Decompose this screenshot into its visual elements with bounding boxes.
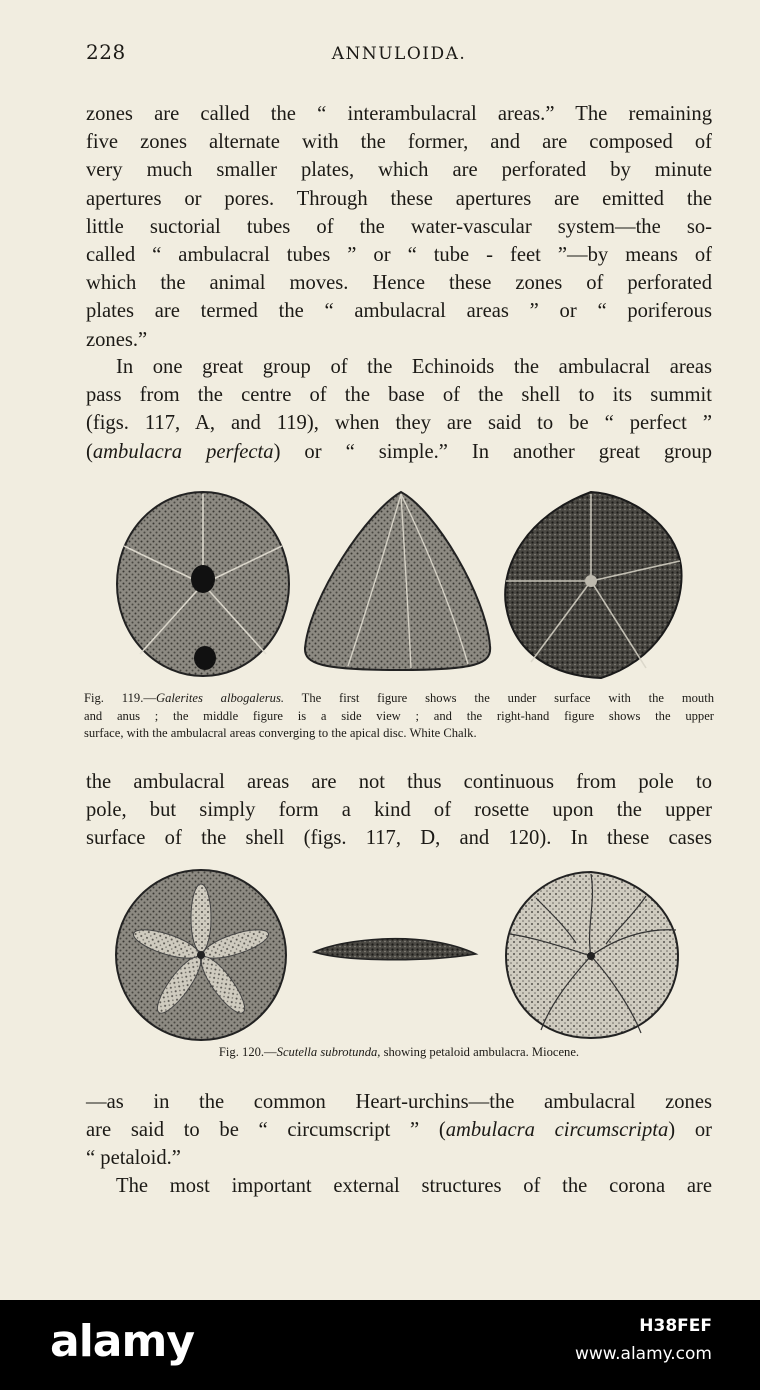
- paragraph-heart-urchins: [86, 1088, 712, 1173]
- paragraph-interambulacral: [86, 100, 712, 354]
- text-line: apertures or pores. Through these apertures are emitted the: [86, 187, 712, 210]
- text-line: surface of the shell (figs. 117, D, and 120). In these cases: [86, 827, 712, 850]
- text-fragment: (: [86, 440, 93, 463]
- scutella-side-view: [314, 939, 476, 960]
- paragraph-perfect-ambulacra: [86, 353, 712, 466]
- text-line: [86, 438, 712, 466]
- text-line: [86, 1116, 712, 1144]
- italic-term: ambulacra perfecta: [92, 440, 274, 463]
- text-line: The most important external structures of the corona are: [116, 1175, 712, 1197]
- text-line: pole, but simply form a kind of rosette upon the upper: [86, 799, 712, 822]
- page-number: 228: [86, 40, 126, 64]
- text-line: zones are called the “ interambulacral areas.” The remaining: [86, 103, 712, 125]
- text-line: little suctorial tubes of the water-vascular system—the so-: [86, 215, 712, 238]
- text-line: five zones alternate with the former, and are composed of: [86, 131, 712, 154]
- caption-line: and anus ; the middle figure is a side view ; and the right-hand figure shows the upper: [84, 708, 714, 723]
- text-line: pass from the centre of the base of the shell to its summit: [86, 384, 712, 407]
- caption-label: Fig. 119.—: [84, 691, 156, 705]
- scutella-upper-surface: [116, 870, 286, 1040]
- urchin-upper-surface: [505, 492, 681, 678]
- caption-line: [84, 690, 714, 708]
- text-line: —as in the common Heart-urchins—the ambulacral zones: [86, 1091, 712, 1113]
- text-line: very much smaller plates, which are perforated by minute: [86, 159, 712, 182]
- text-line: zones.”: [86, 328, 148, 351]
- caption-text: The first figure shows the under surface with the mouth: [284, 691, 715, 705]
- figure-119: [86, 486, 712, 686]
- scutella-under-surface: [506, 872, 678, 1038]
- image-id: H38FEF: [639, 1316, 712, 1336]
- text-line: “ petaloid.”: [86, 1147, 181, 1170]
- text-line: In one great group of the Echinoids the ambulacral areas: [116, 356, 712, 378]
- species-name: Galerites albogalerus.: [155, 691, 285, 705]
- text-fragment: ) or: [668, 1119, 712, 1142]
- figure-119-illustration: [86, 486, 712, 686]
- running-title: ANNULOIDA.: [331, 44, 467, 64]
- urchin-side-view: [305, 492, 490, 670]
- text-line: called “ ambulacral tubes ” or “ tube - feet ”—by means of: [86, 244, 712, 267]
- text-fragment: are said to be “ circumscript ” (: [86, 1119, 446, 1142]
- paragraph-corona: [86, 1172, 712, 1200]
- urchin-under-surface: [117, 492, 289, 676]
- text-line: which the animal moves. Hence these zones of perforated: [86, 272, 712, 295]
- watermark-bar: [0, 1300, 760, 1390]
- alamy-logo: alamy: [50, 1316, 194, 1367]
- caption-line: surface, with the ambulacral areas converging to the apical disc. White Chalk.: [84, 726, 477, 740]
- page-header: [86, 40, 712, 70]
- text-line: the ambulacral areas are not thus continuous from pole to: [86, 771, 712, 793]
- caption-line: [84, 1044, 714, 1062]
- figure-120-illustration: [86, 868, 712, 1044]
- paragraph-rosette: [86, 768, 712, 853]
- caption-label: Fig. 120.—: [218, 1045, 277, 1059]
- text-line: plates are termed the “ ambulacral areas ” or “ poriferous: [86, 300, 712, 323]
- figure-120: [86, 868, 712, 1044]
- text-fragment: ) or “ simple.” In another great group: [273, 440, 712, 463]
- text-line: (figs. 117, A, and 119), when they are said to be “ perfect ”: [86, 412, 712, 435]
- figure-120-caption: [84, 1044, 714, 1062]
- caption-text: showing petaloid ambulacra. Miocene.: [380, 1045, 580, 1059]
- stock-url: www.alamy.com: [574, 1344, 712, 1364]
- italic-term: ambulacra circumscripta: [445, 1119, 669, 1142]
- figure-119-caption: [84, 690, 714, 743]
- species-name: Scutella subrotunda,: [276, 1045, 381, 1059]
